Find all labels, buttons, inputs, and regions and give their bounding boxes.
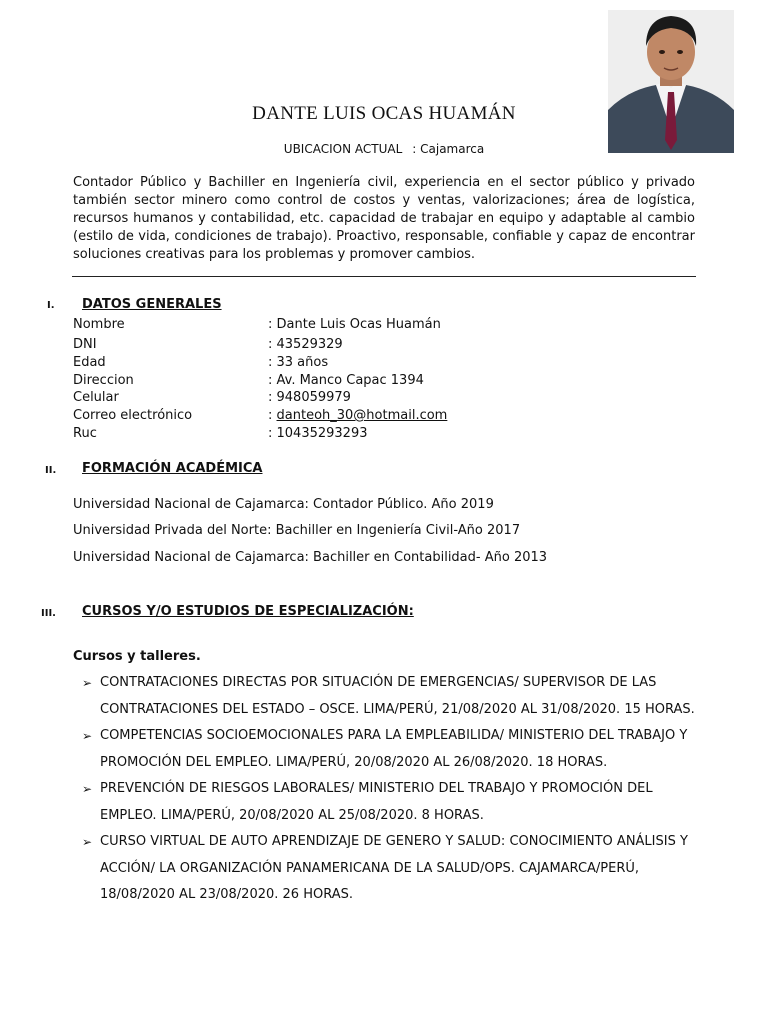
- field-label: Correo electrónico: [73, 408, 193, 423]
- education-item: Universidad Nacional de Cajamarca: Bachiller en Contabilidad- Año 2013: [73, 550, 548, 565]
- section-title-cursos: CURSOS Y/O ESTUDIOS DE ESPECIALIZACIÓN:: [82, 604, 414, 619]
- field-row: [73, 354, 328, 372]
- arrow-bullet-icon: ➢: [82, 782, 93, 796]
- field-label: Ruc: [73, 426, 97, 441]
- field-row: [73, 372, 424, 390]
- field-value: : 10435293293: [268, 426, 368, 441]
- location-label: UBICACION ACTUAL: [283, 142, 403, 156]
- field-value: : Av. Manco Capac 1394: [268, 373, 424, 388]
- field-label: Celular: [73, 390, 119, 405]
- field-row: [73, 316, 441, 334]
- field-value: : 33 años: [268, 355, 329, 370]
- arrow-bullet-icon: ➢: [82, 835, 93, 849]
- course-item: [82, 829, 702, 909]
- current-location: [0, 142, 768, 156]
- profile-photo: [608, 10, 734, 153]
- section-number: III.: [41, 608, 56, 619]
- divider: [72, 276, 696, 277]
- candidate-name: DANTE LUIS OCAS HUAMÁN: [252, 103, 516, 124]
- field-row: [73, 407, 447, 425]
- arrow-bullet-icon: ➢: [82, 729, 93, 743]
- education-item: Universidad Nacional de Cajamarca: Contador Público. Año 2019: [73, 497, 494, 512]
- course-item: [82, 723, 702, 776]
- course-item: [82, 776, 702, 829]
- field-row: [73, 425, 368, 443]
- course-text: COMPETENCIAS SOCIOEMOCIONALES PARA LA EMPLEABILIDA/ MINISTERIO DEL TRABAJO Y PROMOCIÓN DEL EMPLEO. LIMA/PERÚ, 20/08/2020 AL 26/08/2020. 18 HORAS.: [100, 728, 688, 770]
- courses-heading: Cursos y talleres.: [73, 649, 201, 664]
- field-value: : 948059979: [268, 390, 351, 405]
- course-text: CURSO VIRTUAL DE AUTO APRENDIZAJE DE GENERO Y SALUD: CONOCIMIENTO ANÁLISIS Y ACCIÓN/ LA ORGANIZACIÓN PANAMERICANA DE LA SALUD/OPS. CAJAMARCA/PERÚ, 18/08/2020 AL 23/08/2020. 26 HORAS.: [100, 834, 688, 902]
- email-link[interactable]: danteoh_30@hotmail.com: [276, 408, 448, 423]
- arrow-bullet-icon: ➢: [82, 676, 93, 690]
- field-row: [73, 389, 351, 407]
- course-item: [82, 670, 702, 723]
- course-text: PREVENCIÓN DE RIESGOS LABORALES/ MINISTERIO DEL TRABAJO Y PROMOCIÓN DEL EMPLEO. LIMA/PERÚ, 20/08/2020 AL 25/08/2020. 8 HORAS.: [100, 781, 653, 823]
- section-title-datos-generales: DATOS GENERALES: [82, 297, 222, 312]
- location-value: : Cajamarca: [412, 142, 485, 156]
- field-value-prefix: :: [268, 408, 277, 423]
- field-label: Edad: [73, 355, 106, 370]
- portrait-image: [608, 10, 734, 153]
- profile-summary: Contador Público y Bachiller en Ingeniería civil, experiencia en el sector público y privado también sector minero como control de costos y ventas, valorizaciones; área de logística, recursos humanos y contabilidad, etc. capacidad de trabajar en equipo y adaptable al cambio (estilo de vida, condiciones de trabajo). Proactivo, responsable, confiable y capaz de encontrar soluciones creativas para los problemas y promover cambios.: [73, 175, 695, 262]
- section-number: II.: [45, 465, 57, 476]
- section-number: I.: [47, 300, 55, 311]
- section-title-formacion-academica: FORMACIÓN ACADÉMICA: [82, 461, 263, 476]
- field-label: DNI: [73, 337, 97, 352]
- education-item: Universidad Privada del Norte: Bachiller en Ingeniería Civil-Año 2017: [73, 523, 521, 538]
- field-value: : Dante Luis Ocas Huamán: [268, 317, 441, 332]
- field-value: : 43529329: [268, 337, 343, 352]
- field-row: [73, 336, 343, 354]
- field-label: Nombre: [73, 317, 125, 332]
- course-text: CONTRATACIONES DIRECTAS POR SITUACIÓN DE EMERGENCIAS/ SUPERVISOR DE LAS CONTRATACIONES DEL ESTADO – OSCE. LIMA/PERÚ, 21/08/2020 AL 31/08/2020. 15 HORAS.: [100, 675, 695, 717]
- field-label: Direccion: [73, 373, 134, 388]
